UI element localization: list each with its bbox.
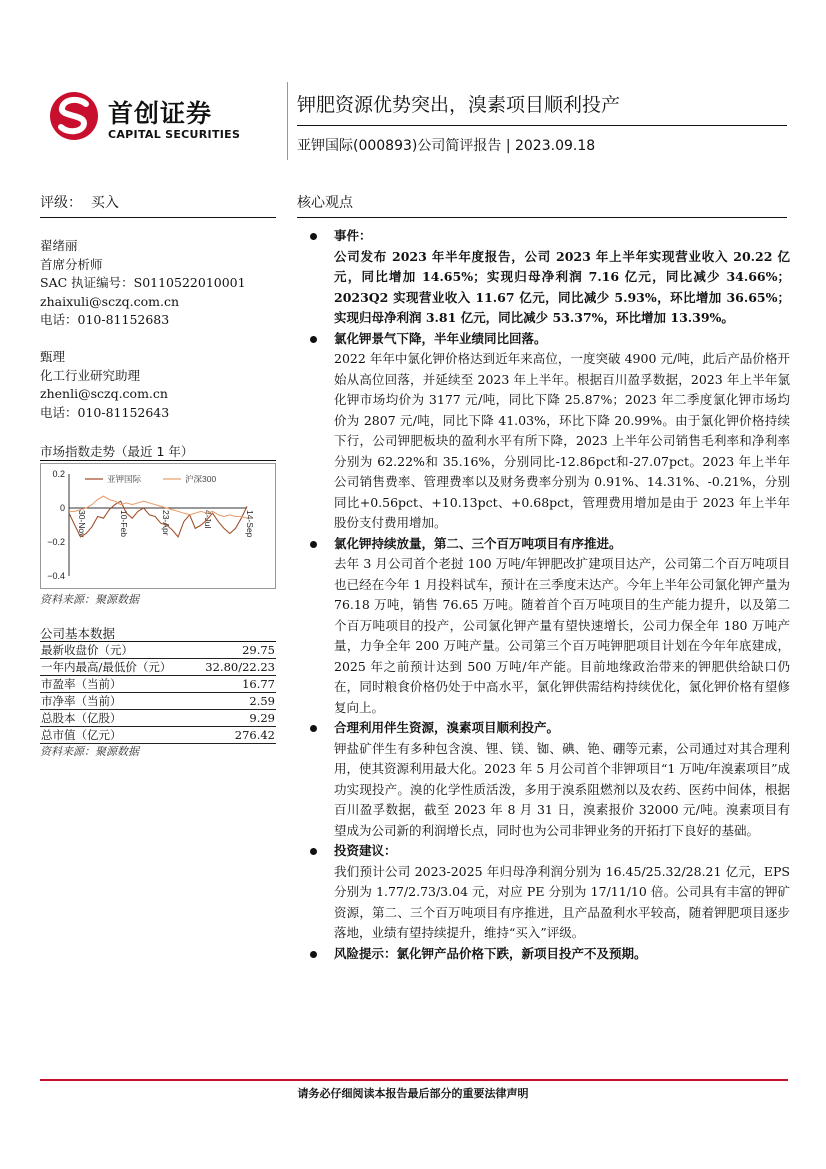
analyst-license: SAC 执证编号：S0110522010001 [40,275,246,290]
bullet-heading [310,841,790,862]
bullet-heading [310,944,790,965]
basic-data-table [40,642,276,744]
bullet-dot-icon [310,541,317,548]
table-cell-value: 9.29 [193,710,276,727]
y-tick-label: −0.2 [47,537,65,547]
analyst-role: 首席分析师 [40,256,103,272]
footer-rule [40,1079,788,1081]
bullet-body: 去年 3 月公司首个老挝 100 万吨/年钾肥改扩建项目达产，公司第二个百万吨项目也已经在今年 1 月投料试车，预计在三季度末达产。今年上半年公司氯化钾产量为 76.18 万吨，销售 76.65 万吨。随着首个百万吨项目的生产能力提升，以及第二个百万吨项目的投产，公司氯化钾产量有望快速增长，公司力保全年 180 万吨产量，力争全年 200 万吨产量。公司第三个百万吨钾肥项目计划在今年年底建成，2025 年之前预计达到 500 万吨/年产能。目前地缘政治带来的钾肥供给缺口仍在，同时粮食价格仍处于中高水平，氯化钾供需结构持续优化，氯化钾价格有望修复向上。 [334,556,790,715]
bullet-heading-text: 事件： [334,228,372,243]
analyst-email: zhenli@sczq.com.cn [40,386,168,401]
analyst-role: 化工行业研究助理 [40,367,141,383]
table-cell-label: 市盈率（当前） [40,676,193,693]
table-row [40,710,276,727]
table-row [40,659,276,676]
table-cell-label: 市净率（当前） [40,693,193,710]
core-viewpoints [310,226,790,964]
chart-svg [41,464,275,588]
chart-title: 市场指数走势（最近 1 年） [40,444,194,459]
legend-label-1: 亚钾国际 [107,474,142,484]
analyst-2 [40,348,169,422]
rule-right [297,217,787,218]
bullet-heading [310,718,790,739]
report-title: 钾肥资源优势突出，溴素项目顺利投产 [297,94,621,116]
y-tick-label: −0.4 [47,571,65,581]
bullet-dot-icon [310,725,317,732]
bullet-body: 我们预计公司 2023-2025 年归母净利润分别为 16.45/25.32/28.21 亿元，EPS 分别为 1.77/2.73/3.04 元，对应 PE 分别为 17/11/10 倍。公司具有丰富的钾矿资源，第二、三个百万吨项目有序推进，且产品盈利水平较高，随着钾肥项目逐步落地，业绩有望持续提升，维持“买入”评级。 [334,863,790,940]
bullet-dot-icon [310,951,317,958]
footer-disclaimer: 请务必仔细阅读本报告最后部分的重要法律声明 [297,1087,529,1100]
table-cell-label: 一年内最高/最低价（元） [40,659,193,676]
series-line-1 [69,501,247,537]
logo-text-cn: 首创证券 [108,99,213,128]
header-divider [287,82,288,160]
market-index-chart [40,463,276,589]
core-heading: 核心观点 [297,195,353,211]
chart-source: 资料来源：聚源数据 [40,593,139,606]
bullet-dot-icon [310,233,317,240]
bullet-heading [310,329,790,350]
table-cell-label: 总市值（亿元） [40,727,193,744]
bullet-dot-icon [310,848,317,855]
table-source: 资料来源：聚源数据 [40,745,139,758]
table-cell-value: 2.59 [193,693,276,710]
table-cell-value: 32.80/22.23 [193,659,276,676]
table-cell-value: 29.75 [193,642,276,659]
y-tick-label: 0 [59,503,65,513]
table-cell-label: 最新收盘价（元） [40,642,193,659]
logo-mark-icon [46,90,106,142]
bullet-heading-text: 合理利用伴生资源，溴素项目顺利投产。 [334,720,560,735]
bullet-heading-text: 投资建议： [334,843,397,858]
logo-text-en: CAPITAL SECURITIES [108,128,241,141]
bullet-heading-text: 风险提示：氯化钾产品价格下跌，新项目投产不及预期。 [334,945,647,961]
x-tick-label: 4-Jul [203,510,213,529]
series-line-2 [69,496,247,518]
rating: 评级： 买入 [40,195,119,211]
table-row [40,693,276,710]
analyst-name: 翟绪丽 [40,238,78,253]
bullet-dot-icon [310,336,317,343]
bullet-body: 2022 年年中氯化钾价格达到近年来高位，一度突破 4900 元/吨，此后产品价格开始从高位回落，并延续至 2023 年上半年。根据百川盈孚数据，2023 年上半年氯化钾市场均价为 3177 元/吨，同比下降 25.87%；2023 年二季度氯化钾市场均价为 2807 元/吨，同比下降 41.03%，环比下降 20.99%。由于氯化钾价格持续下行，公司钾肥板块的盈利水平有所下降，2023 上半年公司销售毛利率和净利率分别为 62.22%和 35.16%，分别同比-12.86pct和-27.07pct。2023 年上半年公司销售费率、管理费率以及财务费率分别为 0.91%、14.31%、-0.21%，分别同比+0.56pct、+10.13pct、+0.68pct，管理费用增加是由于 2023 年上半年股份支付费用增加。 [334,351,790,530]
analyst-1 [40,237,246,330]
x-tick-label: 30-Nov [77,510,87,538]
table-cell-label: 总股本（亿股） [40,710,193,727]
bullet-heading-text: 氯化钾持续放量，第二、三个百万吨项目有序推进。 [334,535,622,551]
analyst-phone: 电话：010-81152643 [40,404,170,420]
chart-title-rule [40,460,276,461]
table-row [40,642,276,659]
legend-label-2: 沪深300 [185,474,217,484]
analyst-phone: 电话：010-81152683 [40,312,170,327]
analyst-email: zhaixuli@sczq.com.cn [40,293,180,309]
bullet-heading-text: 氯化钾景气下降，半年业绩同比回落。 [334,330,547,346]
table-row [40,727,276,744]
title-rule [297,125,787,126]
table-cell-value: 16.77 [193,676,276,693]
analyst-name: 甄理 [40,349,66,364]
y-tick-label: 0.2 [52,469,65,479]
bullet-body: 公司发布 2023 年半年度报告，公司 2023 年上半年实现营业收入 20.22 亿元，同比增加 14.65%；实现归母净利润 7.16 亿元，同比减少 34.66%；2023Q2 实现营业收入 11.67 亿元，同比减少 5.93%，环比增加 36.65%；实现归母净利润 3.81 亿元，同比减少 53.37%，环比增加 13.39%。 [334,248,790,325]
table-title: 公司基本数据 [40,626,116,641]
company-logo [46,90,286,150]
table-cell-value: 276.42 [193,727,276,744]
bullet-heading [310,534,790,555]
x-tick-label: 14-Sep [245,510,255,538]
x-tick-label: 23-Apr [161,510,171,536]
rule-left [40,217,276,218]
bullet-body: 钾盐矿伴生有多种包含溴、锂、镁、铷、碘、铯、硼等元素，公司通过对其合理利用，使其资源利用最大化。2023 年 5 月公司首个非钾项目“1 万吨/年溴素项目”成功实现投产。溴的化学性质活泼，多用于溴系阻燃剂以及农药、医药中间体，根据百川盈孚数据，截至 2023 年 8 月 31 日，溴素报价 32000 元/吨。溴素项目有望成为公司新的利润增长点，同时也为公司非钾业务的开拓打下良好的基础。 [334,740,790,838]
x-tick-label: 10-Feb [119,510,129,537]
bullet-heading [310,226,790,247]
report-subtitle: 亚钾国际(000893)公司简评报告 | 2023.09.18 [297,138,596,154]
table-row [40,676,276,693]
